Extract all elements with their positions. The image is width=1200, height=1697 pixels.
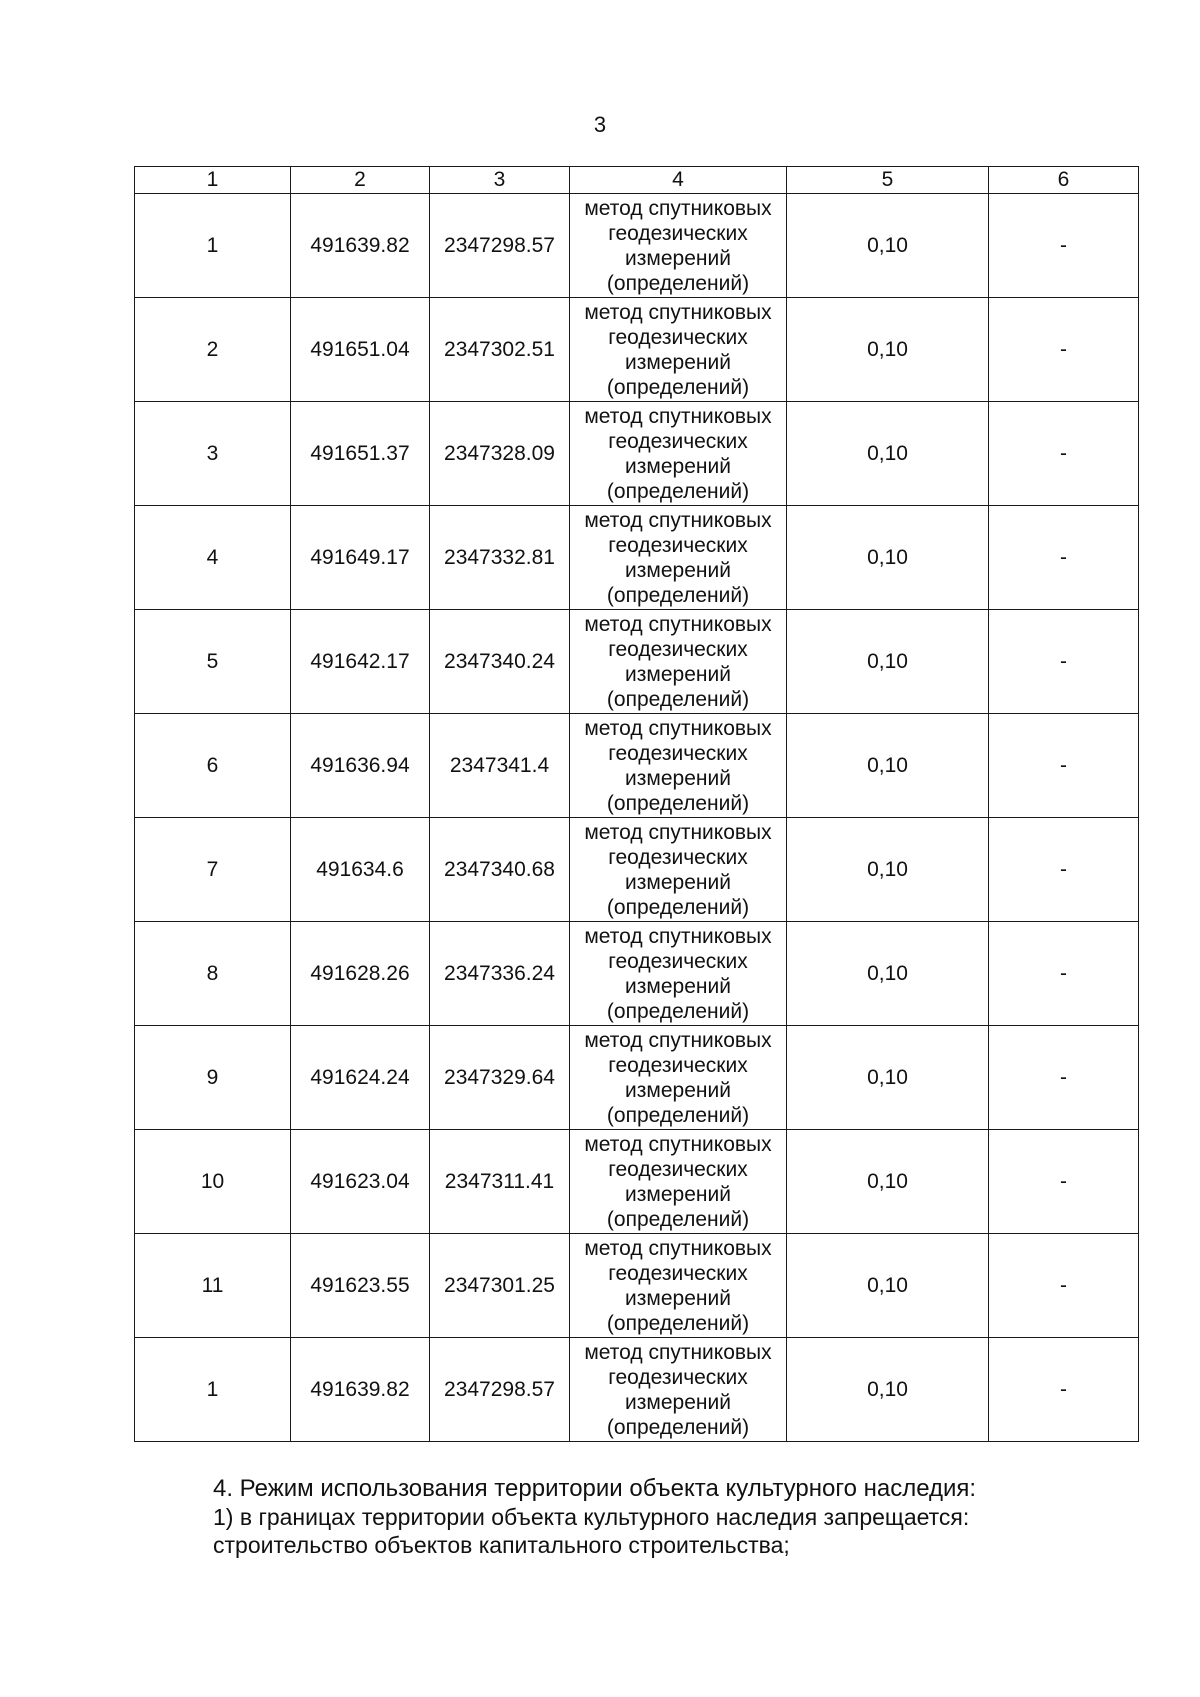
regime-section — [213, 1475, 1113, 1559]
point-number-cell: 1 — [135, 194, 291, 298]
table-header — [135, 167, 1139, 194]
coordinates-table — [134, 166, 1139, 1442]
y-coordinate-cell: 2347298.57 — [430, 1338, 570, 1442]
point-number-cell: 3 — [135, 402, 291, 506]
y-coordinate-cell: 2347332.81 — [430, 506, 570, 610]
table-row — [135, 194, 1139, 298]
method-cell: метод спутниковых геодезических измерений (определений) — [570, 922, 787, 1026]
point-number-cell: 8 — [135, 922, 291, 1026]
accuracy-cell: 0,10 — [787, 1234, 989, 1338]
table-row — [135, 506, 1139, 610]
method-cell: метод спутниковых геодезических измерений (определений) — [570, 298, 787, 402]
table-row — [135, 1338, 1139, 1442]
column-header-6: 6 — [989, 167, 1139, 194]
page-number: 3 — [593, 112, 607, 137]
accuracy-cell: 0,10 — [787, 1130, 989, 1234]
x-coordinate-cell: 491634.6 — [291, 818, 430, 922]
method-cell: метод спутниковых геодезических измерений (определений) — [570, 1338, 787, 1442]
method-cell: метод спутниковых геодезических измерений (определений) — [570, 714, 787, 818]
y-coordinate-cell: 2347302.51 — [430, 298, 570, 402]
accuracy-cell: 0,10 — [787, 506, 989, 610]
accuracy-cell: 0,10 — [787, 714, 989, 818]
point-number-cell: 6 — [135, 714, 291, 818]
table-row — [135, 818, 1139, 922]
note-cell: - — [989, 610, 1139, 714]
note-cell: - — [989, 1234, 1139, 1338]
method-cell: метод спутниковых геодезических измерений (определений) — [570, 1234, 787, 1338]
table-row — [135, 1026, 1139, 1130]
note-cell: - — [989, 1130, 1139, 1234]
y-coordinate-cell: 2347328.09 — [430, 402, 570, 506]
table-row — [135, 402, 1139, 506]
table-row — [135, 1234, 1139, 1338]
point-number-cell: 9 — [135, 1026, 291, 1130]
point-number-cell: 5 — [135, 610, 291, 714]
method-cell: метод спутниковых геодезических измерений (определений) — [570, 818, 787, 922]
y-coordinate-cell: 2347311.41 — [430, 1130, 570, 1234]
accuracy-cell: 0,10 — [787, 818, 989, 922]
column-header-1: 1 — [135, 167, 291, 194]
y-coordinate-cell: 2347340.68 — [430, 818, 570, 922]
y-coordinate-cell: 2347336.24 — [430, 922, 570, 1026]
y-coordinate-cell: 2347341.4 — [430, 714, 570, 818]
column-header-2: 2 — [291, 167, 430, 194]
accuracy-cell: 0,10 — [787, 1026, 989, 1130]
x-coordinate-cell: 491642.17 — [291, 610, 430, 714]
x-coordinate-cell: 491623.04 — [291, 1130, 430, 1234]
note-cell: - — [989, 1338, 1139, 1442]
accuracy-cell: 0,10 — [787, 194, 989, 298]
x-coordinate-cell: 491651.04 — [291, 298, 430, 402]
x-coordinate-cell: 491628.26 — [291, 922, 430, 1026]
column-header-4: 4 — [570, 167, 787, 194]
y-coordinate-cell: 2347301.25 — [430, 1234, 570, 1338]
accuracy-cell: 0,10 — [787, 610, 989, 714]
point-number-cell: 11 — [135, 1234, 291, 1338]
x-coordinate-cell: 491651.37 — [291, 402, 430, 506]
section-line: строительство объектов капитального строительства; — [213, 1532, 790, 1558]
table-body — [135, 194, 1139, 1442]
y-coordinate-cell: 2347329.64 — [430, 1026, 570, 1130]
note-cell: - — [989, 714, 1139, 818]
x-coordinate-cell: 491636.94 — [291, 714, 430, 818]
point-number-cell: 7 — [135, 818, 291, 922]
y-coordinate-cell: 2347298.57 — [430, 194, 570, 298]
table-row — [135, 1130, 1139, 1234]
column-header-3: 3 — [430, 167, 570, 194]
header-row — [135, 167, 1139, 194]
point-number-cell: 2 — [135, 298, 291, 402]
note-cell: - — [989, 298, 1139, 402]
accuracy-cell: 0,10 — [787, 922, 989, 1026]
method-cell: метод спутниковых геодезических измерений (определений) — [570, 194, 787, 298]
x-coordinate-cell: 491623.55 — [291, 1234, 430, 1338]
accuracy-cell: 0,10 — [787, 298, 989, 402]
section-line: 1) в границах территории объекта культурного наследия запрещается: — [213, 1504, 970, 1530]
point-number-cell: 4 — [135, 506, 291, 610]
column-header-5: 5 — [787, 167, 989, 194]
point-number-cell: 1 — [135, 1338, 291, 1442]
section-heading: 4. Режим использования территории объекта культурного наследия: — [213, 1475, 977, 1502]
table-row — [135, 922, 1139, 1026]
table-row — [135, 714, 1139, 818]
accuracy-cell: 0,10 — [787, 402, 989, 506]
method-cell: метод спутниковых геодезических измерений (определений) — [570, 1026, 787, 1130]
method-cell: метод спутниковых геодезических измерений (определений) — [570, 506, 787, 610]
note-cell: - — [989, 922, 1139, 1026]
x-coordinate-cell: 491624.24 — [291, 1026, 430, 1130]
x-coordinate-cell: 491639.82 — [291, 1338, 430, 1442]
note-cell: - — [989, 402, 1139, 506]
note-cell: - — [989, 194, 1139, 298]
note-cell: - — [989, 506, 1139, 610]
x-coordinate-cell: 491639.82 — [291, 194, 430, 298]
method-cell: метод спутниковых геодезических измерений (определений) — [570, 402, 787, 506]
accuracy-cell: 0,10 — [787, 1338, 989, 1442]
table-row — [135, 610, 1139, 714]
method-cell: метод спутниковых геодезических измерений (определений) — [570, 610, 787, 714]
x-coordinate-cell: 491649.17 — [291, 506, 430, 610]
y-coordinate-cell: 2347340.24 — [430, 610, 570, 714]
method-cell: метод спутниковых геодезических измерений (определений) — [570, 1130, 787, 1234]
table-row — [135, 298, 1139, 402]
point-number-cell: 10 — [135, 1130, 291, 1234]
note-cell: - — [989, 1026, 1139, 1130]
note-cell: - — [989, 818, 1139, 922]
